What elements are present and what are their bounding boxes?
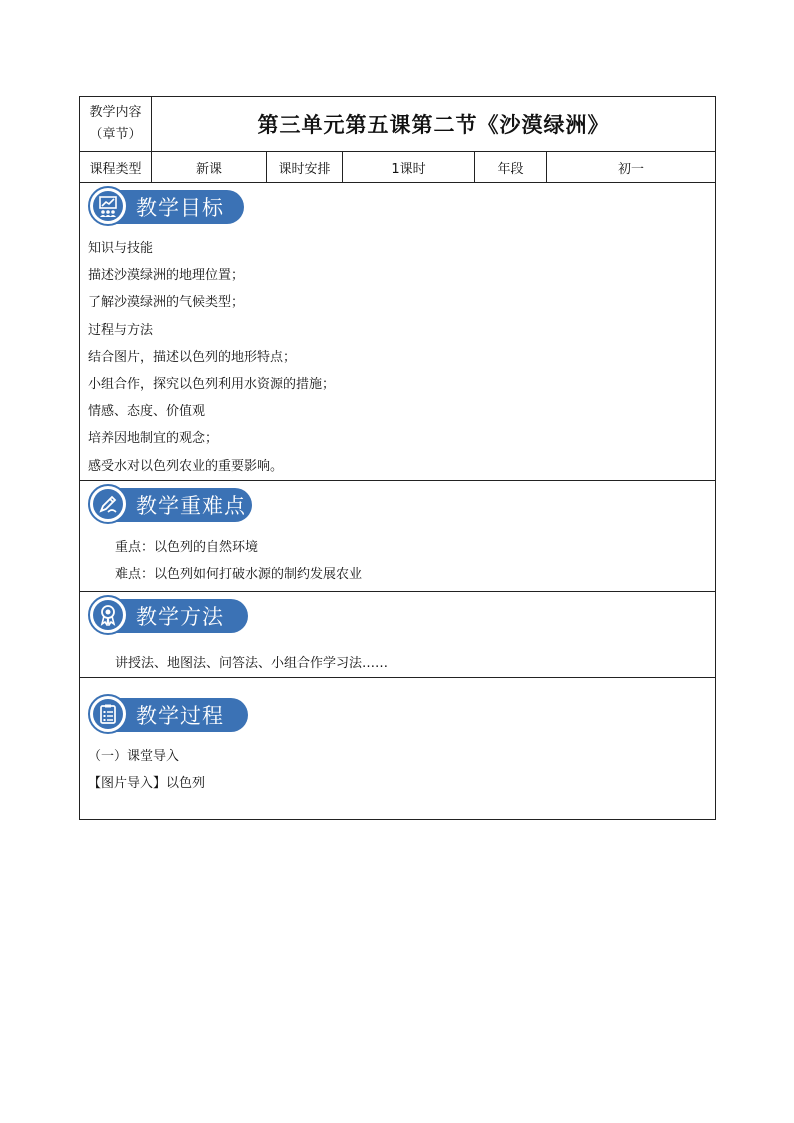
objectives-section <box>80 183 716 481</box>
objectives-line: 了解沙漠绿洲的气候类型； <box>88 295 245 311</box>
process-list <box>80 743 715 797</box>
key-points-title: 教学重难点 <box>136 493 246 518</box>
award-ribbon-icon <box>97 604 119 626</box>
lesson-plan-page <box>79 96 715 820</box>
objectives-line: 小组合作，探究以色列利用水资源的措施； <box>88 376 336 392</box>
process-section <box>80 677 716 819</box>
objectives-line: 感受水对以色列农业的重要影响。 <box>88 458 284 474</box>
objectives-line: 培养因地制宜的观念； <box>88 431 219 447</box>
objectives-banner <box>88 186 244 224</box>
methods-title: 教学方法 <box>136 604 224 629</box>
key-points-line: 难点：以色列如何打破水源的制约发展农业 <box>115 566 363 582</box>
key-points-banner <box>88 484 252 522</box>
grade-label: 年段 <box>475 152 547 183</box>
objectives-line: 情感、态度、价值观 <box>88 404 206 420</box>
methods-line: 讲授法、地图法、问答法、小组合作学习法…… <box>115 655 389 671</box>
schedule-label: 课时安排 <box>267 152 343 183</box>
key-points-line: 重点：以色列的自然环境 <box>115 539 259 555</box>
objectives-title: 教学目标 <box>136 196 224 220</box>
course-type-value: 新课 <box>152 152 267 183</box>
process-banner <box>88 694 248 732</box>
key-points-section <box>80 480 716 591</box>
grade-value: 初一 <box>547 152 716 183</box>
objectives-list <box>80 235 715 480</box>
methods-section <box>80 591 716 677</box>
methods-list <box>80 650 715 677</box>
objectives-line: 知识与技能 <box>88 241 154 256</box>
process-line: 【图片导入】以色列 <box>88 776 206 792</box>
process-title: 教学过程 <box>136 703 224 728</box>
objectives-line: 结合图片，描述以色列的地形特点； <box>88 349 297 365</box>
content-label-cell <box>80 97 152 152</box>
methods-banner <box>88 595 248 633</box>
key-points-list <box>80 534 715 588</box>
content-label-line-1: 教学内容 <box>89 105 142 120</box>
objectives-line: 描述沙漠绿洲的地理位置； <box>88 268 245 284</box>
process-line: （一）课堂导入 <box>88 748 180 764</box>
title-cell <box>152 97 716 152</box>
objectives-line: 过程与方法 <box>88 322 154 338</box>
course-type-label: 课程类型 <box>80 152 152 183</box>
content-label-line-2: （章节） <box>89 127 142 142</box>
lesson-plan-table <box>79 96 716 820</box>
page-title: 第三单元第五课第二节《沙漠绿洲》 <box>257 112 610 137</box>
clipboard-list-icon <box>97 703 119 725</box>
pencil-icon <box>97 493 119 515</box>
schedule-value: 1课时 <box>343 152 475 183</box>
presentation-icon <box>97 195 119 217</box>
